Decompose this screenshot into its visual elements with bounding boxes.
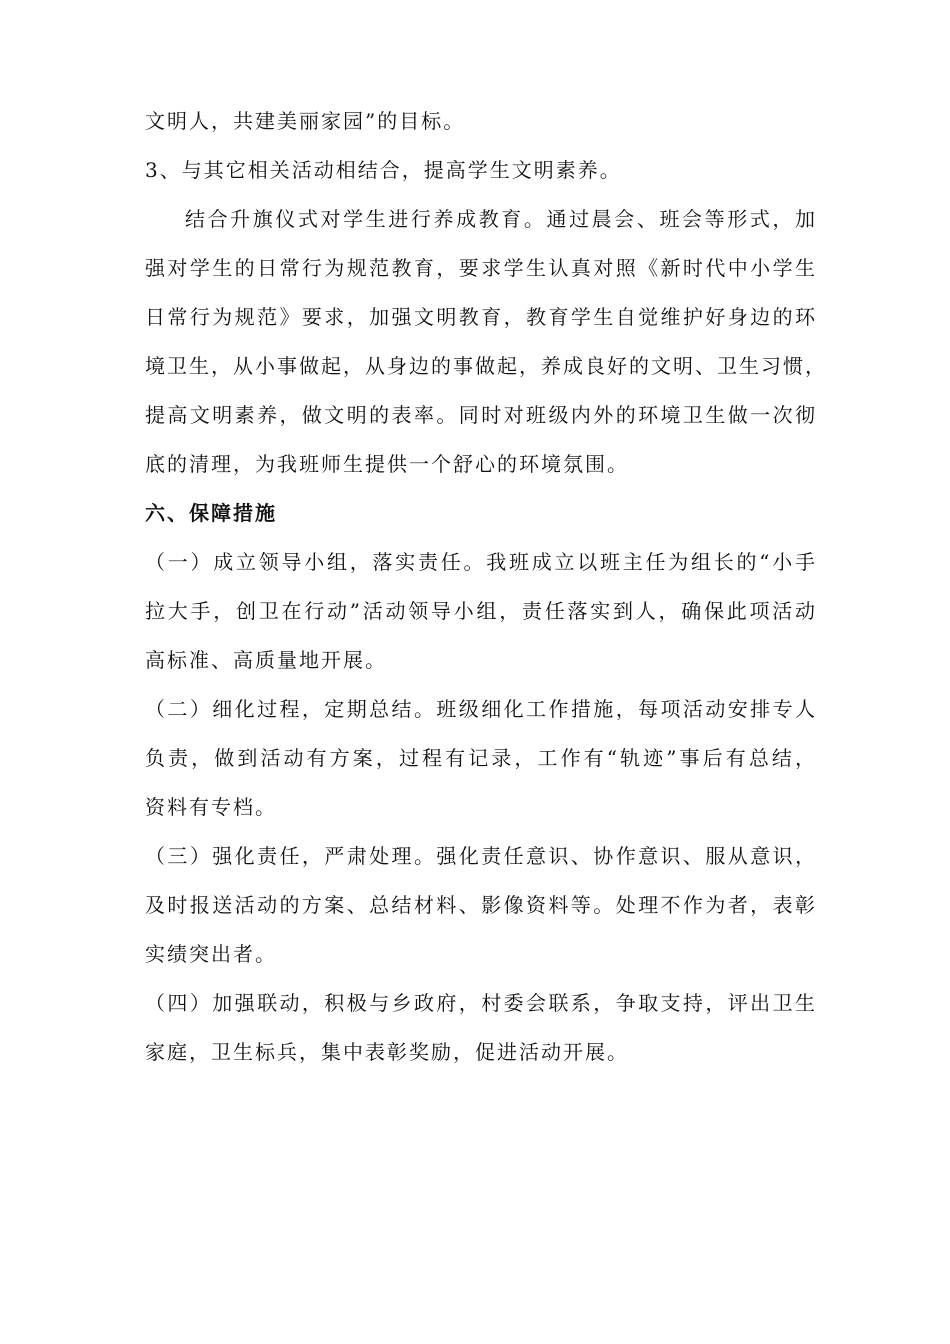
text-line: 资料有专档。 bbox=[145, 795, 277, 819]
paragraph-flag-ceremony bbox=[145, 195, 827, 489]
paragraph-measure-3 bbox=[145, 832, 817, 979]
text-line: 强对学生的日常行为规范教育，要求学生认真对照《新时代中小学生 bbox=[145, 256, 817, 280]
text-line: 家庭，卫生标兵，集中表彰奖励，促进活动开展。 bbox=[145, 1040, 629, 1064]
text-line: 提高文明素养，做文明的表率。同时对班级内外的环境卫生做一次彻 bbox=[145, 403, 817, 427]
text-line: 实绩突出者。 bbox=[145, 942, 277, 966]
paragraph-measure-2 bbox=[145, 685, 817, 832]
text-line: 日常行为规范》要求，加强文明教育，教育学生自觉维护好身边的环 bbox=[145, 305, 817, 329]
heading-text: 六、保障措施 bbox=[145, 501, 277, 525]
text-line: 高标准、高质量地开展。 bbox=[145, 648, 387, 672]
text-line: （二）细化过程，定期总结。班级细化工作措施，每项活动安排专人 bbox=[145, 697, 817, 721]
text-line: （一）成立领导小组，落实责任。我班成立以班主任为组长的“小手 bbox=[145, 550, 817, 574]
text-line: 3、与其它相关活动相结合，提高学生文明素养。 bbox=[145, 158, 622, 182]
section-heading-guarantee bbox=[145, 489, 817, 538]
text-line: 拉大手，创卫在行动”活动领导小组，责任落实到人，确保此项活动 bbox=[145, 599, 817, 623]
text-line: 文明人，共建美丽家园”的目标。 bbox=[145, 109, 466, 133]
text-line: （三）强化责任，严肃处理。强化责任意识、协作意识、服从意识， bbox=[145, 844, 817, 868]
text-line: 结合升旗仪式对学生进行养成教育。通过晨会、班会等形式，加 bbox=[185, 207, 817, 231]
text-line: 底的清理，为我班师生提供一个舒心的环境氛围。 bbox=[145, 452, 629, 476]
paragraph-goal-ending bbox=[145, 97, 817, 146]
text-line: 境卫生，从小事做起，从身边的事做起，养成良好的文明、卫生习惯， bbox=[145, 354, 827, 378]
document-page bbox=[145, 97, 827, 1077]
paragraph-item-3 bbox=[145, 146, 817, 195]
text-line: （四）加强联动，积极与乡政府，村委会联系，争取支持，评出卫生 bbox=[145, 991, 817, 1015]
text-line: 负责，做到活动有方案，过程有记录，工作有“轨迹”事后有总结， bbox=[145, 746, 817, 770]
paragraph-measure-4 bbox=[145, 979, 817, 1077]
text-line: 及时报送活动的方案、总结材料、影像资料等。处理不作为者，表彰 bbox=[145, 893, 817, 917]
paragraph-measure-1 bbox=[145, 538, 817, 685]
